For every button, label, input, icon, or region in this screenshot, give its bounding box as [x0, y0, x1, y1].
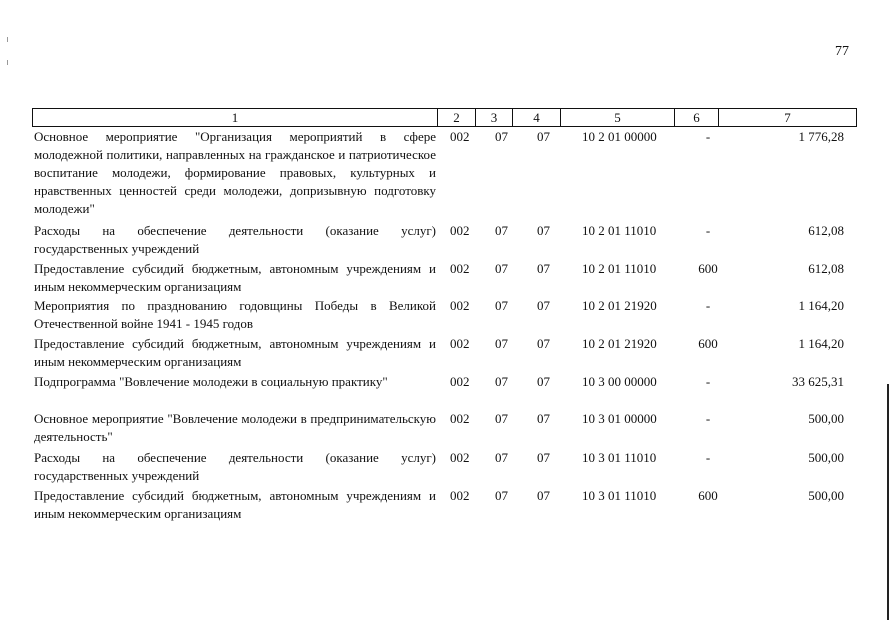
cell-col6: -: [705, 298, 711, 313]
cell-col2: 002: [450, 336, 470, 351]
cell-col2: 002: [450, 129, 470, 144]
cell-col5: 10 2 01 21920: [582, 298, 657, 313]
cell-col5: 10 3 01 11010: [582, 450, 657, 465]
cell-col3: 07: [495, 223, 508, 238]
cell-col4: 07: [537, 129, 550, 144]
cell-col6: 600: [698, 261, 718, 276]
row-name: Расходы на обеспечение деятельности (оказание услуг) государственных учреждений: [34, 450, 436, 483]
row-name: Основное мероприятие "Вовлечение молодежи в предпринимательскую деятельность": [34, 411, 436, 444]
row-name: Предоставление субсидий бюджетным, автономным учреждениям и иным некоммерческим организациям: [34, 488, 436, 521]
cell-col7: 612,08: [808, 261, 844, 276]
cell-col7: 1 164,20: [798, 298, 844, 313]
cell-col7: 33 625,31: [792, 374, 844, 389]
cell-col6: -: [705, 223, 711, 238]
cell-col2: 002: [450, 298, 470, 313]
row-name: Предоставление субсидий бюджетным, автономным учреждениям и иным некоммерческим организациям: [34, 336, 436, 369]
cell-col3: 07: [495, 261, 508, 276]
cell-col5: 10 3 01 00000: [582, 411, 657, 426]
cell-col7: 1 776,28: [798, 129, 844, 144]
column-header: 1: [32, 108, 438, 127]
cell-col3: 07: [495, 450, 508, 465]
cell-col3: 07: [495, 374, 508, 389]
cell-col3: 07: [495, 488, 508, 503]
cell-col2: 002: [450, 223, 470, 238]
column-header: 5: [561, 108, 675, 127]
table-header: [32, 108, 857, 127]
cell-col7: 500,00: [808, 488, 844, 503]
cell-col7: 612,08: [808, 223, 844, 238]
column-header: 4: [513, 108, 561, 127]
row-name: Расходы на обеспечение деятельности (оказание услуг) государственных учреждений: [34, 223, 436, 256]
cell-col5: 10 2 01 11010: [582, 223, 657, 238]
cell-col4: 07: [537, 298, 550, 313]
cell-col5: 10 2 01 00000: [582, 129, 657, 144]
scan-mark: [7, 60, 8, 65]
cell-col3: 07: [495, 411, 508, 426]
cell-col4: 07: [537, 411, 550, 426]
cell-col5: 10 3 00 00000: [582, 374, 657, 389]
cell-col6: -: [705, 129, 711, 144]
cell-col6: 600: [698, 488, 718, 503]
cell-col6: -: [705, 450, 711, 465]
cell-col4: 07: [537, 450, 550, 465]
cell-col5: 10 3 01 11010: [582, 488, 657, 503]
cell-col3: 07: [495, 298, 508, 313]
column-header: 7: [719, 108, 857, 127]
cell-col5: 10 2 01 21920: [582, 336, 657, 351]
cell-col2: 002: [450, 450, 470, 465]
row-name: Основное мероприятие "Организация мероприятий в сфере молодежной политики, направленных на гражданское и патриотическое воспитание молодежи, формирование правовых, культурных и нравственных ценностей среди молодежи, допризывную подготовку молодежи": [34, 129, 436, 216]
column-header: 2: [438, 108, 476, 127]
cell-col4: 07: [537, 261, 550, 276]
scan-mark: [7, 37, 8, 42]
cell-col2: 002: [450, 488, 470, 503]
cell-col7: 1 164,20: [798, 336, 844, 351]
cell-col4: 07: [537, 336, 550, 351]
row-name: Предоставление субсидий бюджетным, автономным учреждениям и иным некоммерческим организациям: [34, 261, 436, 294]
column-header: 3: [476, 108, 513, 127]
cell-col6: 600: [698, 336, 718, 351]
cell-col2: 002: [450, 261, 470, 276]
cell-col6: -: [705, 374, 711, 389]
page-number: 77: [835, 44, 849, 59]
cell-col2: 002: [450, 374, 470, 389]
cell-col4: 07: [537, 374, 550, 389]
column-header: 6: [675, 108, 719, 127]
scan-edge-line: [887, 384, 889, 620]
cell-col6: -: [705, 411, 711, 426]
cell-col3: 07: [495, 336, 508, 351]
cell-col2: 002: [450, 411, 470, 426]
cell-col3: 07: [495, 129, 508, 144]
cell-col4: 07: [537, 223, 550, 238]
row-name: Подпрограмма "Вовлечение молодежи в социальную практику": [34, 374, 388, 389]
cell-col7: 500,00: [808, 411, 844, 426]
row-name: Мероприятия по празднованию годовщины Победы в Великой Отечественной войне 1941 - 1945 годов: [34, 298, 436, 331]
cell-col5: 10 2 01 11010: [582, 261, 657, 276]
cell-col7: 500,00: [808, 450, 844, 465]
cell-col4: 07: [537, 488, 550, 503]
